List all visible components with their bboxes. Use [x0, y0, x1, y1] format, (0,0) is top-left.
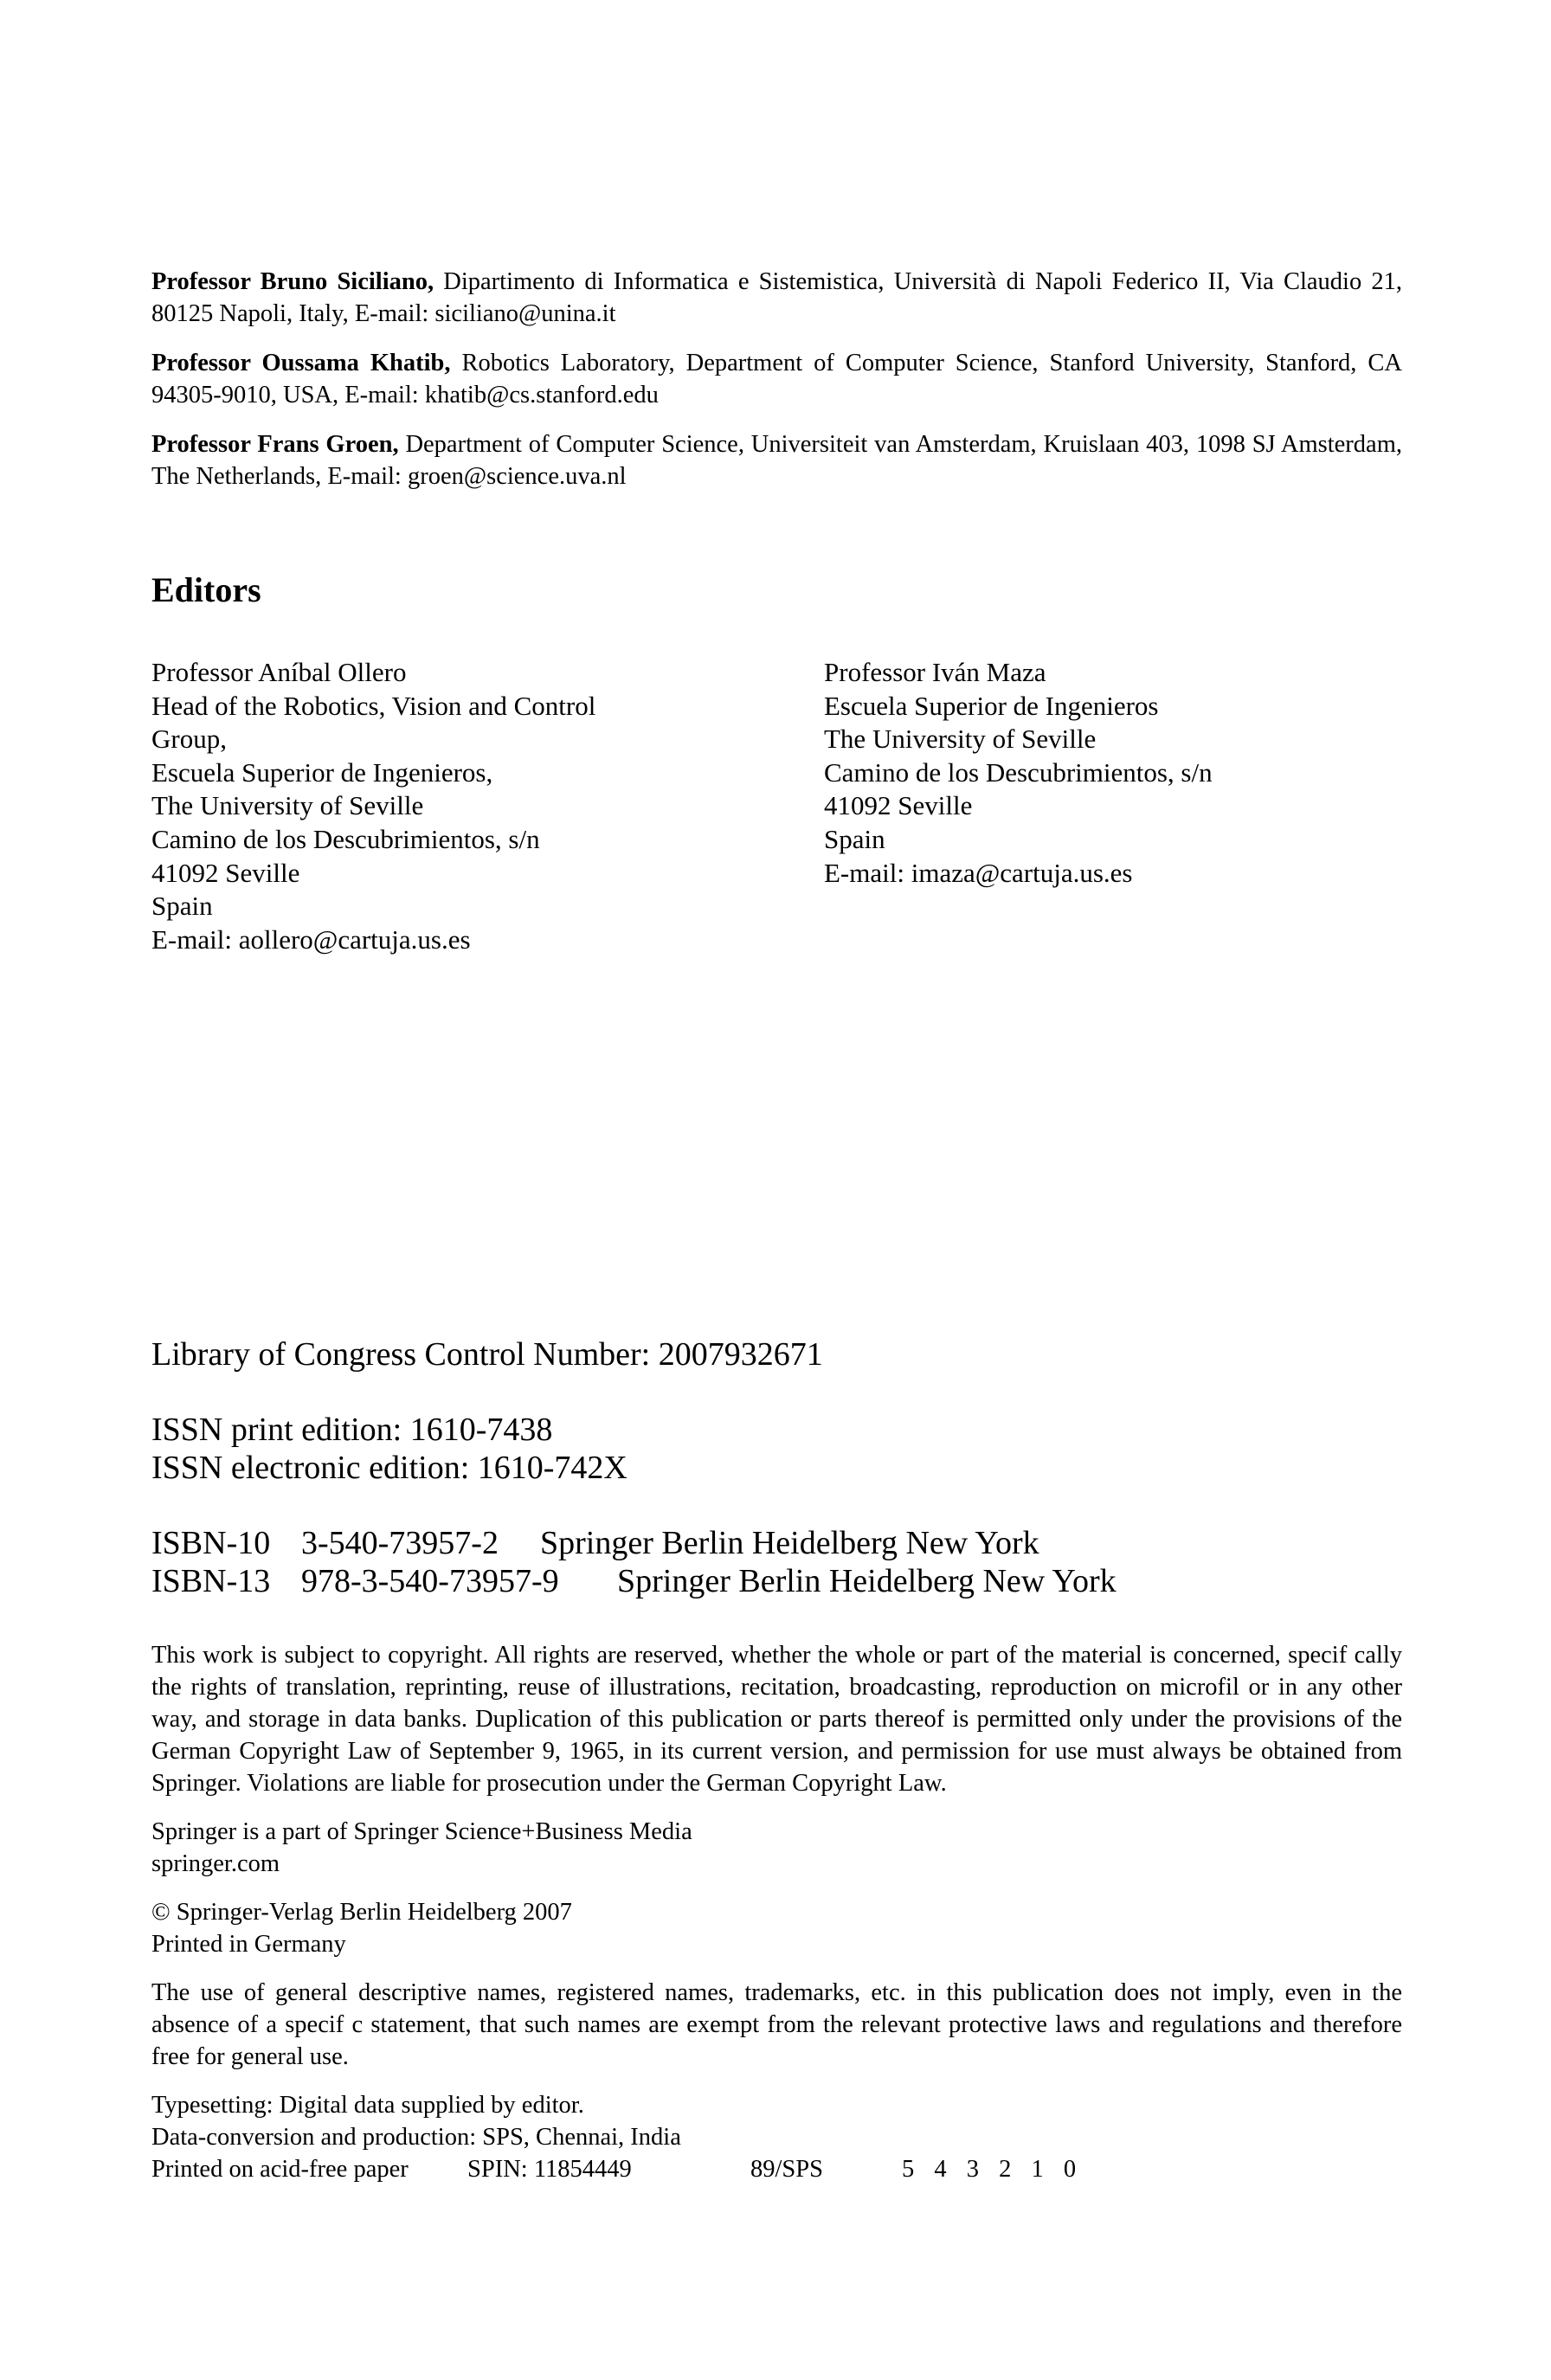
- production-line: Data-conversion and production: SPS, Chennai, India: [151, 2124, 681, 2151]
- series-editor-details: Dipartimento di Informatica e Sistemistica, Università di Napoli Federico II, Via Claudio 21, 80125 Napoli, Italy, E-mail: siciliano@unina.it: [151, 268, 1402, 327]
- editor-address-right: [824, 656, 1402, 890]
- editor-address-line: Escuela Superior de Ingenieros,: [151, 756, 493, 788]
- copyright-block: [151, 1639, 1402, 2185]
- series-editor-details: Robotics Laboratory, Department of Computer Science, Stanford University, Stanford, CA 94305-9010, USA, E-mail: khatib@cs.stanford.edu: [151, 350, 1402, 408]
- series-editors-block: [151, 266, 1402, 510]
- editor-address-line: The University of Seville: [824, 724, 1097, 755]
- acid-free-label: Printed on acid-free paper: [151, 2156, 409, 2183]
- editor-email: E-mail: aollero@cartuja.us.es: [151, 923, 471, 955]
- copyright-line: © Springer-Verlag Berlin Heidelberg 2007: [151, 1899, 572, 1926]
- series-editor-entry: [151, 428, 1402, 492]
- trademark-notice: The use of general descriptive names, registered names, trademarks, etc. in this publication does not imply, even in the absence of a specif c statement, that such names are exempt from the relevant protective laws and regulations and therefore free for general use.: [151, 1979, 1402, 2070]
- bibliographic-info: [151, 1335, 1402, 1600]
- springer-url: springer.com: [151, 1850, 280, 1877]
- issn-block: [151, 1411, 1402, 1487]
- series-editor-name: Professor Frans Groen,: [151, 431, 399, 458]
- isbn-label: ISBN-13: [151, 1563, 271, 1599]
- isbn-number: 3-540-73957-2: [301, 1525, 499, 1561]
- series-editor-details: Department of Computer Science, Universiteit van Amsterdam, Kruislaan 403, 1098 SJ Amsterdam, The Netherlands, E-mail: groen@science.uva.nl: [151, 431, 1402, 490]
- isbn-label: ISBN-10: [151, 1525, 271, 1561]
- print-info-row: [151, 2153, 1402, 2185]
- print-run: 5 4 3 2 1 0: [902, 2156, 1084, 2183]
- editor-email: E-mail: imaza@cartuja.us.es: [824, 857, 1133, 888]
- editor-address-line: Head of the Robotics, Vision and Control: [151, 690, 596, 721]
- copyright-line-group: [151, 1896, 1402, 1960]
- editor-address-line: 41092 Seville: [824, 790, 973, 821]
- editor-address-line: 41092 Seville: [151, 857, 300, 888]
- issn-print: ISSN print edition: 1610-7438: [151, 1412, 553, 1448]
- isbn-10-row: [151, 1524, 1402, 1562]
- isbn-publisher: Springer Berlin Heidelberg New York: [540, 1525, 1039, 1561]
- copyright-notice: This work is subject to copyright. All rights are reserved, whether the whole or part of the material is concerned, specif cally the rights of translation, reprinting, reuse of illustrations, recitation, broadcasting, reproduction on microfil or in any other way, and storage in data banks. Duplication of this publication or parts thereof is permitted only under the provisions of the German Copyright Law of September 9, 1965, in its current version, and permission for use must always be obtained from Springer. Violations are liable for prosecution under the German Copyright Law.: [151, 1642, 1402, 1797]
- series-editor-name: Professor Oussama Khatib,: [151, 350, 451, 376]
- editor-address-line: Spain: [151, 891, 213, 922]
- isbn-13-row: [151, 1562, 1402, 1600]
- lccn: Library of Congress Control Number: 2007932671: [151, 1336, 823, 1373]
- isbn-publisher: Springer Berlin Heidelberg New York: [617, 1563, 1117, 1599]
- editor-name: Professor Iván Maza: [824, 657, 1046, 687]
- issn-electronic: ISSN electronic edition: 1610-742X: [151, 1450, 627, 1486]
- production-group: [151, 2089, 1402, 2185]
- isbn-number: 978-3-540-73957-9: [301, 1563, 559, 1599]
- editors-heading: Editors: [151, 570, 261, 609]
- springer-group: [151, 1816, 1402, 1880]
- springer-part-line: Springer is a part of Springer Science+Business Media: [151, 1818, 692, 1845]
- sps-code: 89/SPS: [750, 2156, 823, 2183]
- typesetting-line: Typesetting: Digital data supplied by editor.: [151, 2092, 584, 2119]
- editor-address-line: Camino de los Descubrimientos, s/n: [824, 756, 1213, 788]
- spin-number: SPIN: 11854449: [467, 2156, 632, 2183]
- series-editor-entry: [151, 347, 1402, 411]
- series-editor-name: Professor Bruno Siciliano,: [151, 268, 434, 295]
- editor-address-line: The University of Seville: [151, 790, 424, 821]
- editor-name: Professor Aníbal Ollero: [151, 657, 407, 687]
- editor-address-line: Group,: [151, 724, 227, 755]
- editor-address-line: Escuela Superior de Ingenieros: [824, 690, 1159, 721]
- editor-address-line: Spain: [824, 823, 885, 854]
- copyright-page: [151, 0, 1402, 2380]
- editor-address-line: Camino de los Descubrimientos, s/n: [151, 823, 540, 854]
- printed-in: Printed in Germany: [151, 1931, 346, 1958]
- series-editor-entry: [151, 266, 1402, 330]
- editor-address-left: [151, 656, 775, 956]
